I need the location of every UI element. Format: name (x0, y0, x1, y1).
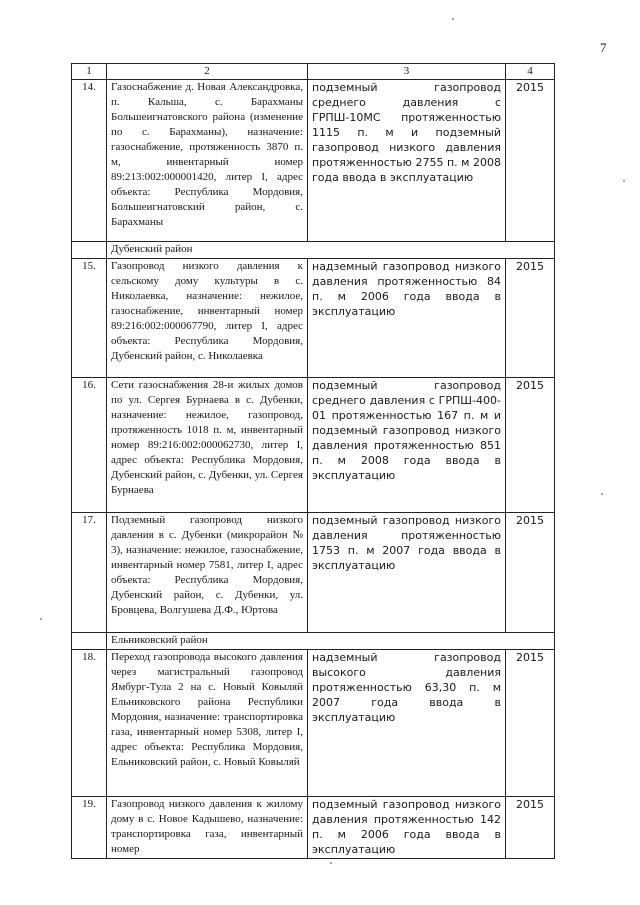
table-header-row (72, 64, 555, 80)
scan-speck (40, 618, 42, 620)
object-description: Газопровод низкого давления к сельскому дому культуры в с. Николаевка, назначение: нежилое, газоснабжение, инвентарный номер 89:216:002:000067790, литер I, адрес объекта: Республика Мордовия, Дубенский район, с. Николаевка (107, 259, 308, 378)
object-description: Переход газопровода высокого давления через магистральный газопровод Ямбург-Тула 2 на с. Новый Ковыляй Ельниковского района Республики Мордовия, назначение: транспортировка газа, инвентарный номер 5308, литер I, адрес объекта: Республика Мордовия, Ельниковский район, с. Новый Ковыляй (107, 650, 308, 797)
transfer-year: 2015 (506, 378, 555, 513)
object-description: Газопровод низкого давления к жилому дому в с. Новое Кадышево, назначение: транспортировка газа, инвентарный номер (107, 797, 308, 859)
column-header-2: 2 (107, 64, 308, 80)
scan-speck (601, 493, 603, 495)
scan-speck (452, 18, 454, 20)
row-number: 17. (72, 513, 107, 633)
row-number: 19. (72, 797, 107, 859)
transfer-year: 2015 (506, 650, 555, 797)
object-characteristics: подземный газопровод низкого давления протяженностью 142 п. м 2006 года ввода в эксплуатацию (308, 797, 506, 859)
table-row (72, 80, 555, 242)
scan-speck (330, 862, 332, 864)
district-heading: Дубенский район (107, 242, 555, 259)
object-characteristics: подземный газопровод среднего давления с ГРПШ-400-01 протяженностью 167 п. м и подземный газопровод низкого давления протяженностью 851 п. м 2008 года ввода в эксплуатацию (308, 378, 506, 513)
transfer-year: 2015 (506, 259, 555, 378)
table-row (72, 650, 555, 797)
row-number: 14. (72, 80, 107, 242)
object-description: Газоснабжение д. Новая Александровка, п. Кальша, с. Барахманы Большеигнатовского района (изменение по с. Барахманы), назначение: газоснабжение, протяженность 3870 п. м, инвентарный номер 89:213:002:000001420, литер I, адрес объекта: Республика Мордовия, Большеигнатовский район, с. Барахманы (107, 80, 308, 242)
object-characteristics: надземный газопровод высокого давления протяженностью 63,30 п. м 2007 года ввода в эксплуатацию (308, 650, 506, 797)
transfer-year: 2015 (506, 797, 555, 859)
row-number (72, 633, 107, 650)
row-number: 16. (72, 378, 107, 513)
column-header-1: 1 (72, 64, 107, 80)
row-number: 15. (72, 259, 107, 378)
table-row (72, 259, 555, 378)
table-row (72, 797, 555, 859)
transfer-year: 2015 (506, 513, 555, 633)
object-characteristics: подземный газопровод низкого давления протяженностью 1753 п. м 2007 года ввода в эксплуатацию (308, 513, 506, 633)
column-header-3: 3 (308, 64, 506, 80)
row-number (72, 242, 107, 259)
column-header-4: 4 (506, 64, 555, 80)
transfer-year: 2015 (506, 80, 555, 242)
district-row (72, 633, 555, 650)
table-row (72, 378, 555, 513)
district-heading: Ельниковский район (107, 633, 555, 650)
object-characteristics: надземный газопровод низкого давления протяженностью 84 п. м 2006 года ввода в эксплуатацию (308, 259, 506, 378)
object-characteristics: подземный газопровод среднего давления с ГРПШ-10МС протяженностью 1115 п. м и подземный газопровод низкого давления протяженностью 2755 п. м 2008 года ввода в эксплуатацию (308, 80, 506, 242)
table-row (72, 513, 555, 633)
page-number: 7 (600, 40, 607, 55)
object-description: Подземный газопровод низкого давления в с. Дубенки (микрорайон № 3), назначение: нежилое, газоснабжение, инвентарный номер 7581, литер I, адрес объекта: Республика Мордовия, Дубенский район, с. Дубенки, ул. Бровцева, Волгушева Д.Ф., Юртова (107, 513, 308, 633)
row-number: 18. (72, 650, 107, 797)
district-row (72, 242, 555, 259)
scan-speck (623, 180, 625, 182)
object-description: Сети газоснабжения 28-и жилых домов по ул. Сергея Бурнаева в с. Дубенки, назначение: нежилое, газопровод, протяженность 1018 п. м, инвентарный номер 89:216:002:000062730, литер I, адрес объекта: Республика Мордовия, Дубенский район, с. Дубенки, ул. Сергея Бурнаева (107, 378, 308, 513)
register-table (71, 63, 555, 859)
